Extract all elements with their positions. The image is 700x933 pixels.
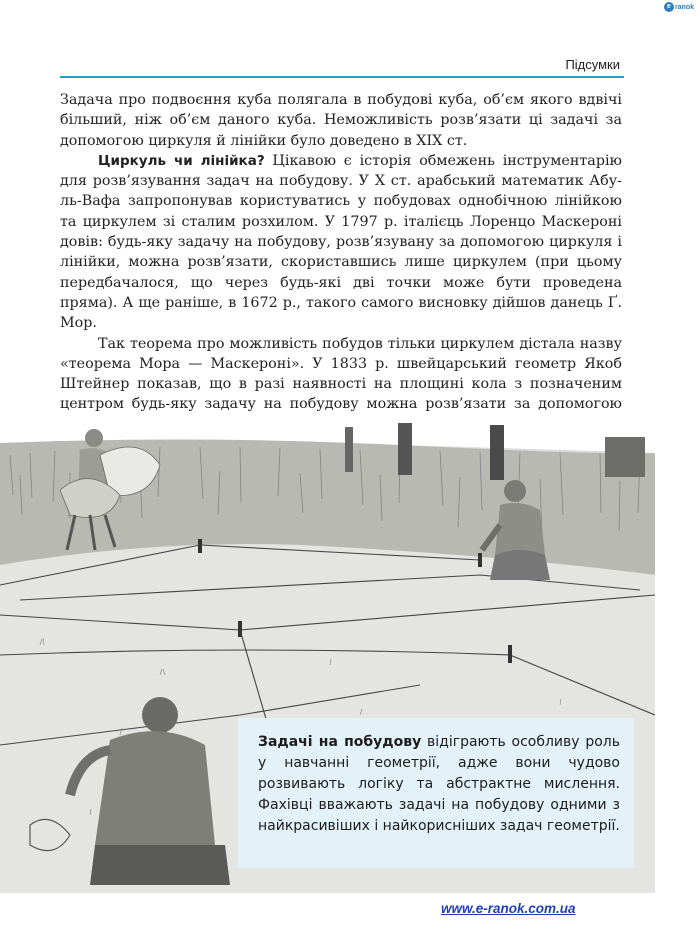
paragraph-1: Задача про подвоєння куба полягала в побудові куба, об’єм якого вдвічі більший, ніж об’єм даного куба. Неможливість розв’язати ці задачі за допомогою циркуля й лінійки було доведено в XIX ст. (60, 92, 622, 149)
paragraph-2-heading: Циркуль чи лінійка? (98, 152, 265, 169)
info-box-text (258, 732, 620, 837)
logo-text: ranok (674, 3, 694, 11)
paragraph-3: Так теорема про можливість побудов тільки циркулем дістала назву «теорема Мора — Маскероні». У 1833 р. швейцарський геометр Якоб Штейнер показав, що в разі наявності на площині кола з позначеним центром будь-яку задачу на побудову можна розв’язати за допомогою (60, 335, 622, 413)
info-box (238, 718, 634, 868)
info-box-heading: Задачі на побудову (258, 734, 422, 750)
running-head: Підсумки (565, 57, 620, 72)
logo-icon: e (664, 2, 674, 12)
paragraph-2-text: Цікавою є історія обмежень інструментарію для розв’язування задач на побудову. У X ст. арабський математик Абу-ль-Вафа запропонував користуватись у побудовах однобічною лінійкою та циркулем зі сталим розхилом. У 1797 р. італієць Лоренцо Маскероні довів: будь-яку задачу на побудову, розв’язувану за допомогою циркуля і лінійки, можна розв’язати, скориставшись лише циркулем (при цьому передбачалося, що через будь-які дві точки може бути проведена пряма). А ще раніше, в 1672 р., такого самого висновку дійшов данець Ґ. Мор. (60, 152, 622, 332)
footer-website-link[interactable]: www.e-ranok.com.ua (441, 901, 576, 916)
main-text (60, 90, 622, 435)
publisher-logo (664, 2, 694, 12)
header-rule (60, 76, 624, 78)
paragraph-2 (60, 151, 622, 334)
info-box-body: відіграють особливу роль у навчанні геометрії, адже вони чудово розвивають логіку та абстрактне мислення. Фахівці вважають задачі на побудову одними з найкрасивіших і найкорисніших задач геометрії. (258, 734, 621, 834)
